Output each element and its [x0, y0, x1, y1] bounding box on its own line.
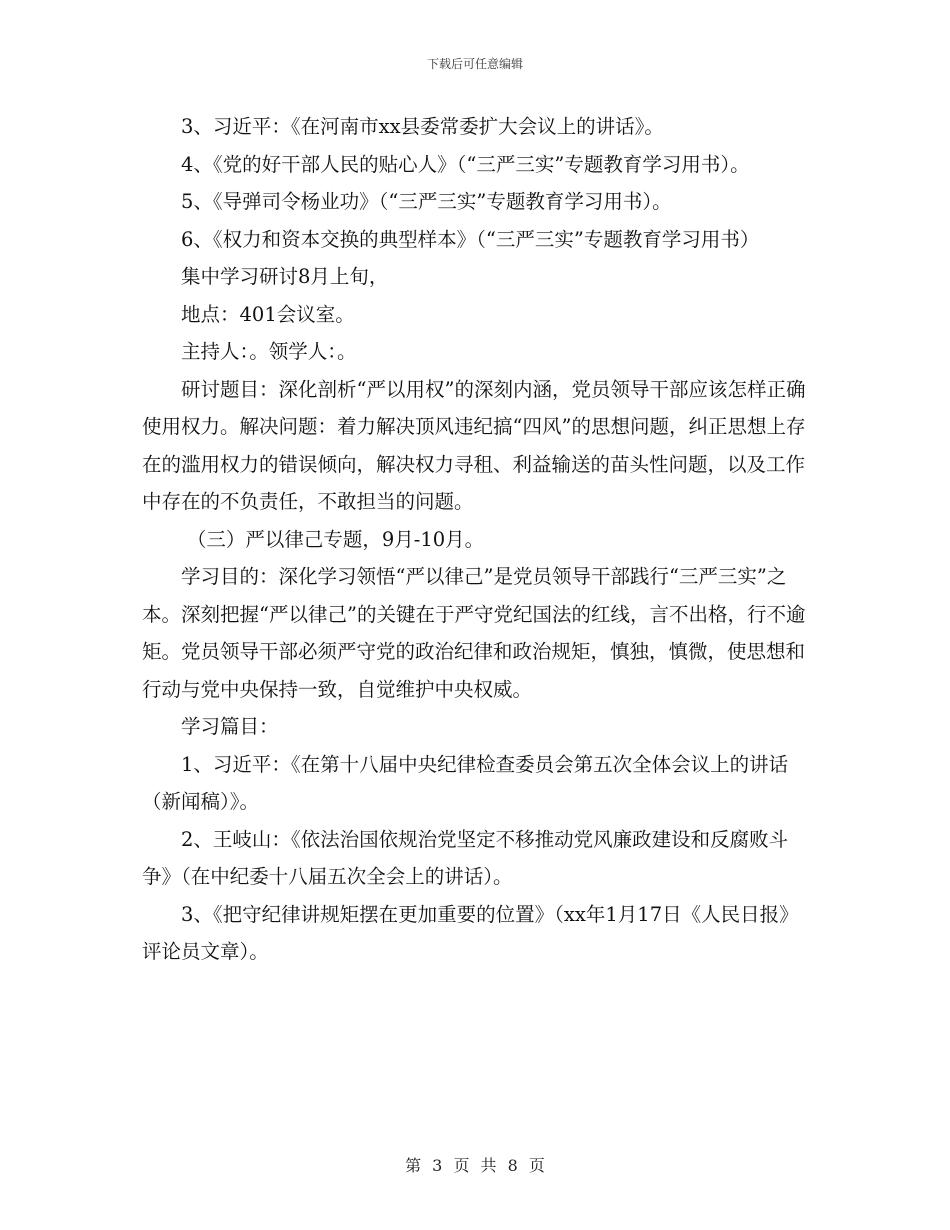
paragraph-study-item-3: 3、《把守纪律讲规矩摆在更加重要的位置》（xx年1月17日《人民日报》评论员文章）。 [142, 902, 799, 963]
paragraph-study-item-2: 2、王岐山：《依法治国依规治党坚定不移推动党风廉政建设和反腐败斗争》（在中纪委十八届五次全会上的讲话）。 [142, 827, 789, 888]
paragraph-study-item-1: 1、习近平：《在第十八届中央纪律检查委员会第五次全体会议上的讲话（新闻稿）》。 [142, 752, 789, 813]
paragraph-reading-item-6: 6、《权力和资本交换的典型样本》（“三严三实”专题教育学习用书） [181, 227, 760, 251]
section-heading-self-discipline: （三）严以律己专题，9月-10月。 [186, 527, 485, 551]
page-number-footer: 第 3 页 共 8 页 [405, 1156, 545, 1175]
paragraph-reading-item-3: 3、习近平：《在河南市xx县委常委扩大会议上的讲话》。 [181, 115, 664, 138]
paragraph-host: 主持人：。领学人：。 [181, 340, 357, 363]
document-body [142, 108, 810, 971]
paragraph-study-time: 集中学习研讨8月上旬， [181, 265, 389, 288]
paragraph-reading-item-5: 5、《导弹司令杨业功》（“三严三实”专题教育学习用书）。 [181, 190, 672, 213]
paragraph-study-list-heading: 学习篇目： [181, 715, 279, 738]
page-header-note: 下载后可任意编辑 [426, 57, 523, 71]
paragraph-reading-item-4: 4、《党的好干部人民的贴心人》（“三严三实”专题教育学习用书）。 [181, 152, 750, 176]
paragraph-location: 地点：401会议室。 [181, 302, 355, 326]
paragraph-study-purpose: 学习目的：深化学习领悟“严以律己”是党员领导干部践行“三严三实”之本。深刻把握“严以律己”的关键在于严守党纪国法的红线，言不出格，行不逾矩。党员领导干部必须严守党的政治纪律和政治规矩，慎独，慎微，使思想和行动与党中央保持一致，自觉维护中央权威。 [142, 565, 806, 701]
paragraph-discussion-topic: 研讨题目：深化剖析“严以用权”的深刻内涵，党员领导干部应该怎样正确使用权力。解决问题：着力解决顶风违纪搞“四风”的思想问题，纠正思想上存在的滥用权力的错误倾向，解决权力寻租、利益输送的苗头性问题，以及工作中存在的不负责任，不敢担当的问题。 [142, 377, 806, 513]
